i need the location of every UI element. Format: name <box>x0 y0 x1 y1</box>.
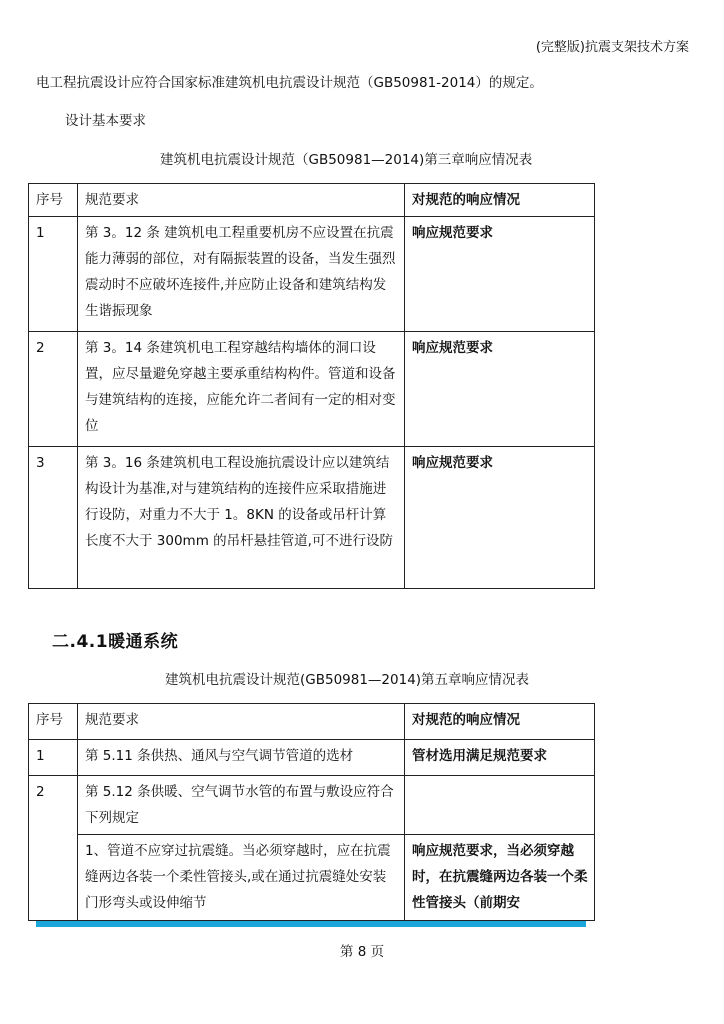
footer-divider-bar <box>36 921 586 927</box>
table2-title: 建筑机电抗震设计规范(GB50981—2014)第五章响应情况表 <box>165 672 530 688</box>
table-row <box>29 332 595 447</box>
row-response <box>405 776 595 835</box>
table-row <box>29 447 595 589</box>
document-header-title: (完整版)抗震支架技术方案 <box>535 40 689 55</box>
table1-title: 建筑机电抗震设计规范（GB50981—2014)第三章响应情况表 <box>160 152 533 168</box>
row-requirement: 1、管道不应穿过抗震缝。当必须穿越时，应在抗震缝两边各装一个柔性管接头,或在通过抗震缝处安装门形弯头或设伸缩节 <box>78 835 405 921</box>
chapter3-response-table <box>28 183 595 589</box>
table-row <box>29 776 595 835</box>
table-row <box>29 835 595 921</box>
row-number: 1 <box>29 740 78 776</box>
header-cell-requirement: 规范要求 <box>78 184 405 217</box>
header-cell-no: 序号 <box>29 184 78 217</box>
row-number <box>29 835 78 921</box>
hvac-section-heading: 二.4.1暖通系统 <box>52 632 179 652</box>
row-number: 1 <box>29 217 78 332</box>
table-row <box>29 217 595 332</box>
row-requirement: 第 5.11 条供热、通风与空气调节管道的选材 <box>78 740 405 776</box>
row-requirement: 第 5.12 条供暖、空气调节水管的布置与敷设应符合下列规定 <box>78 776 405 835</box>
row-requirement: 第 3。14 条建筑机电工程穿越结构墙体的洞口设置，应尽量避免穿越主要承重结构构件。管道和设备与建筑结构的连接，应能允许二者间有一定的相对变位 <box>78 332 405 447</box>
page-number: 第 8 页 <box>339 944 385 960</box>
design-requirements-subheading: 设计基本要求 <box>65 113 146 129</box>
header-cell-response: 对规范的响应情况 <box>405 184 595 217</box>
row-number: 2 <box>29 332 78 447</box>
header-cell-response: 对规范的响应情况 <box>405 704 595 740</box>
row-requirement: 第 3。16 条建筑机电工程设施抗震设计应以建筑结构设计为基准,对与建筑结构的连接件应采取措施进行设防，对重力不大于 1。8KN 的设备或吊杆计算长度不大于 300mm 的吊杆悬挂管道,可不进行设防 <box>78 447 405 589</box>
row-requirement: 第 3。12 条 建筑机电工程重要机房不应设置在抗震能力薄弱的部位，对有隔振装置的设备，当发生强烈震动时不应破坏连接件,并应防止设备和建筑结构发生谐振现象 <box>78 217 405 332</box>
table-header-row <box>29 184 595 217</box>
row-response: 响应规范要求 <box>405 332 595 447</box>
row-response: 响应规范要求 <box>405 447 595 589</box>
row-number: 3 <box>29 447 78 589</box>
chapter5-response-table <box>28 703 595 921</box>
table-header-row <box>29 704 595 740</box>
row-number: 2 <box>29 776 78 835</box>
header-cell-requirement: 规范要求 <box>78 704 405 740</box>
intro-paragraph: 电工程抗震设计应符合国家标准建筑机电抗震设计规范（GB50981-2014）的规定。 <box>36 75 543 91</box>
row-response: 管材选用满足规范要求 <box>405 740 595 776</box>
row-response: 响应规范要求，当必须穿越时，在抗震缝两边各装一个柔性管接头（前期安 <box>405 835 595 921</box>
header-cell-no: 序号 <box>29 704 78 740</box>
table-row <box>29 740 595 776</box>
row-response: 响应规范要求 <box>405 217 595 332</box>
